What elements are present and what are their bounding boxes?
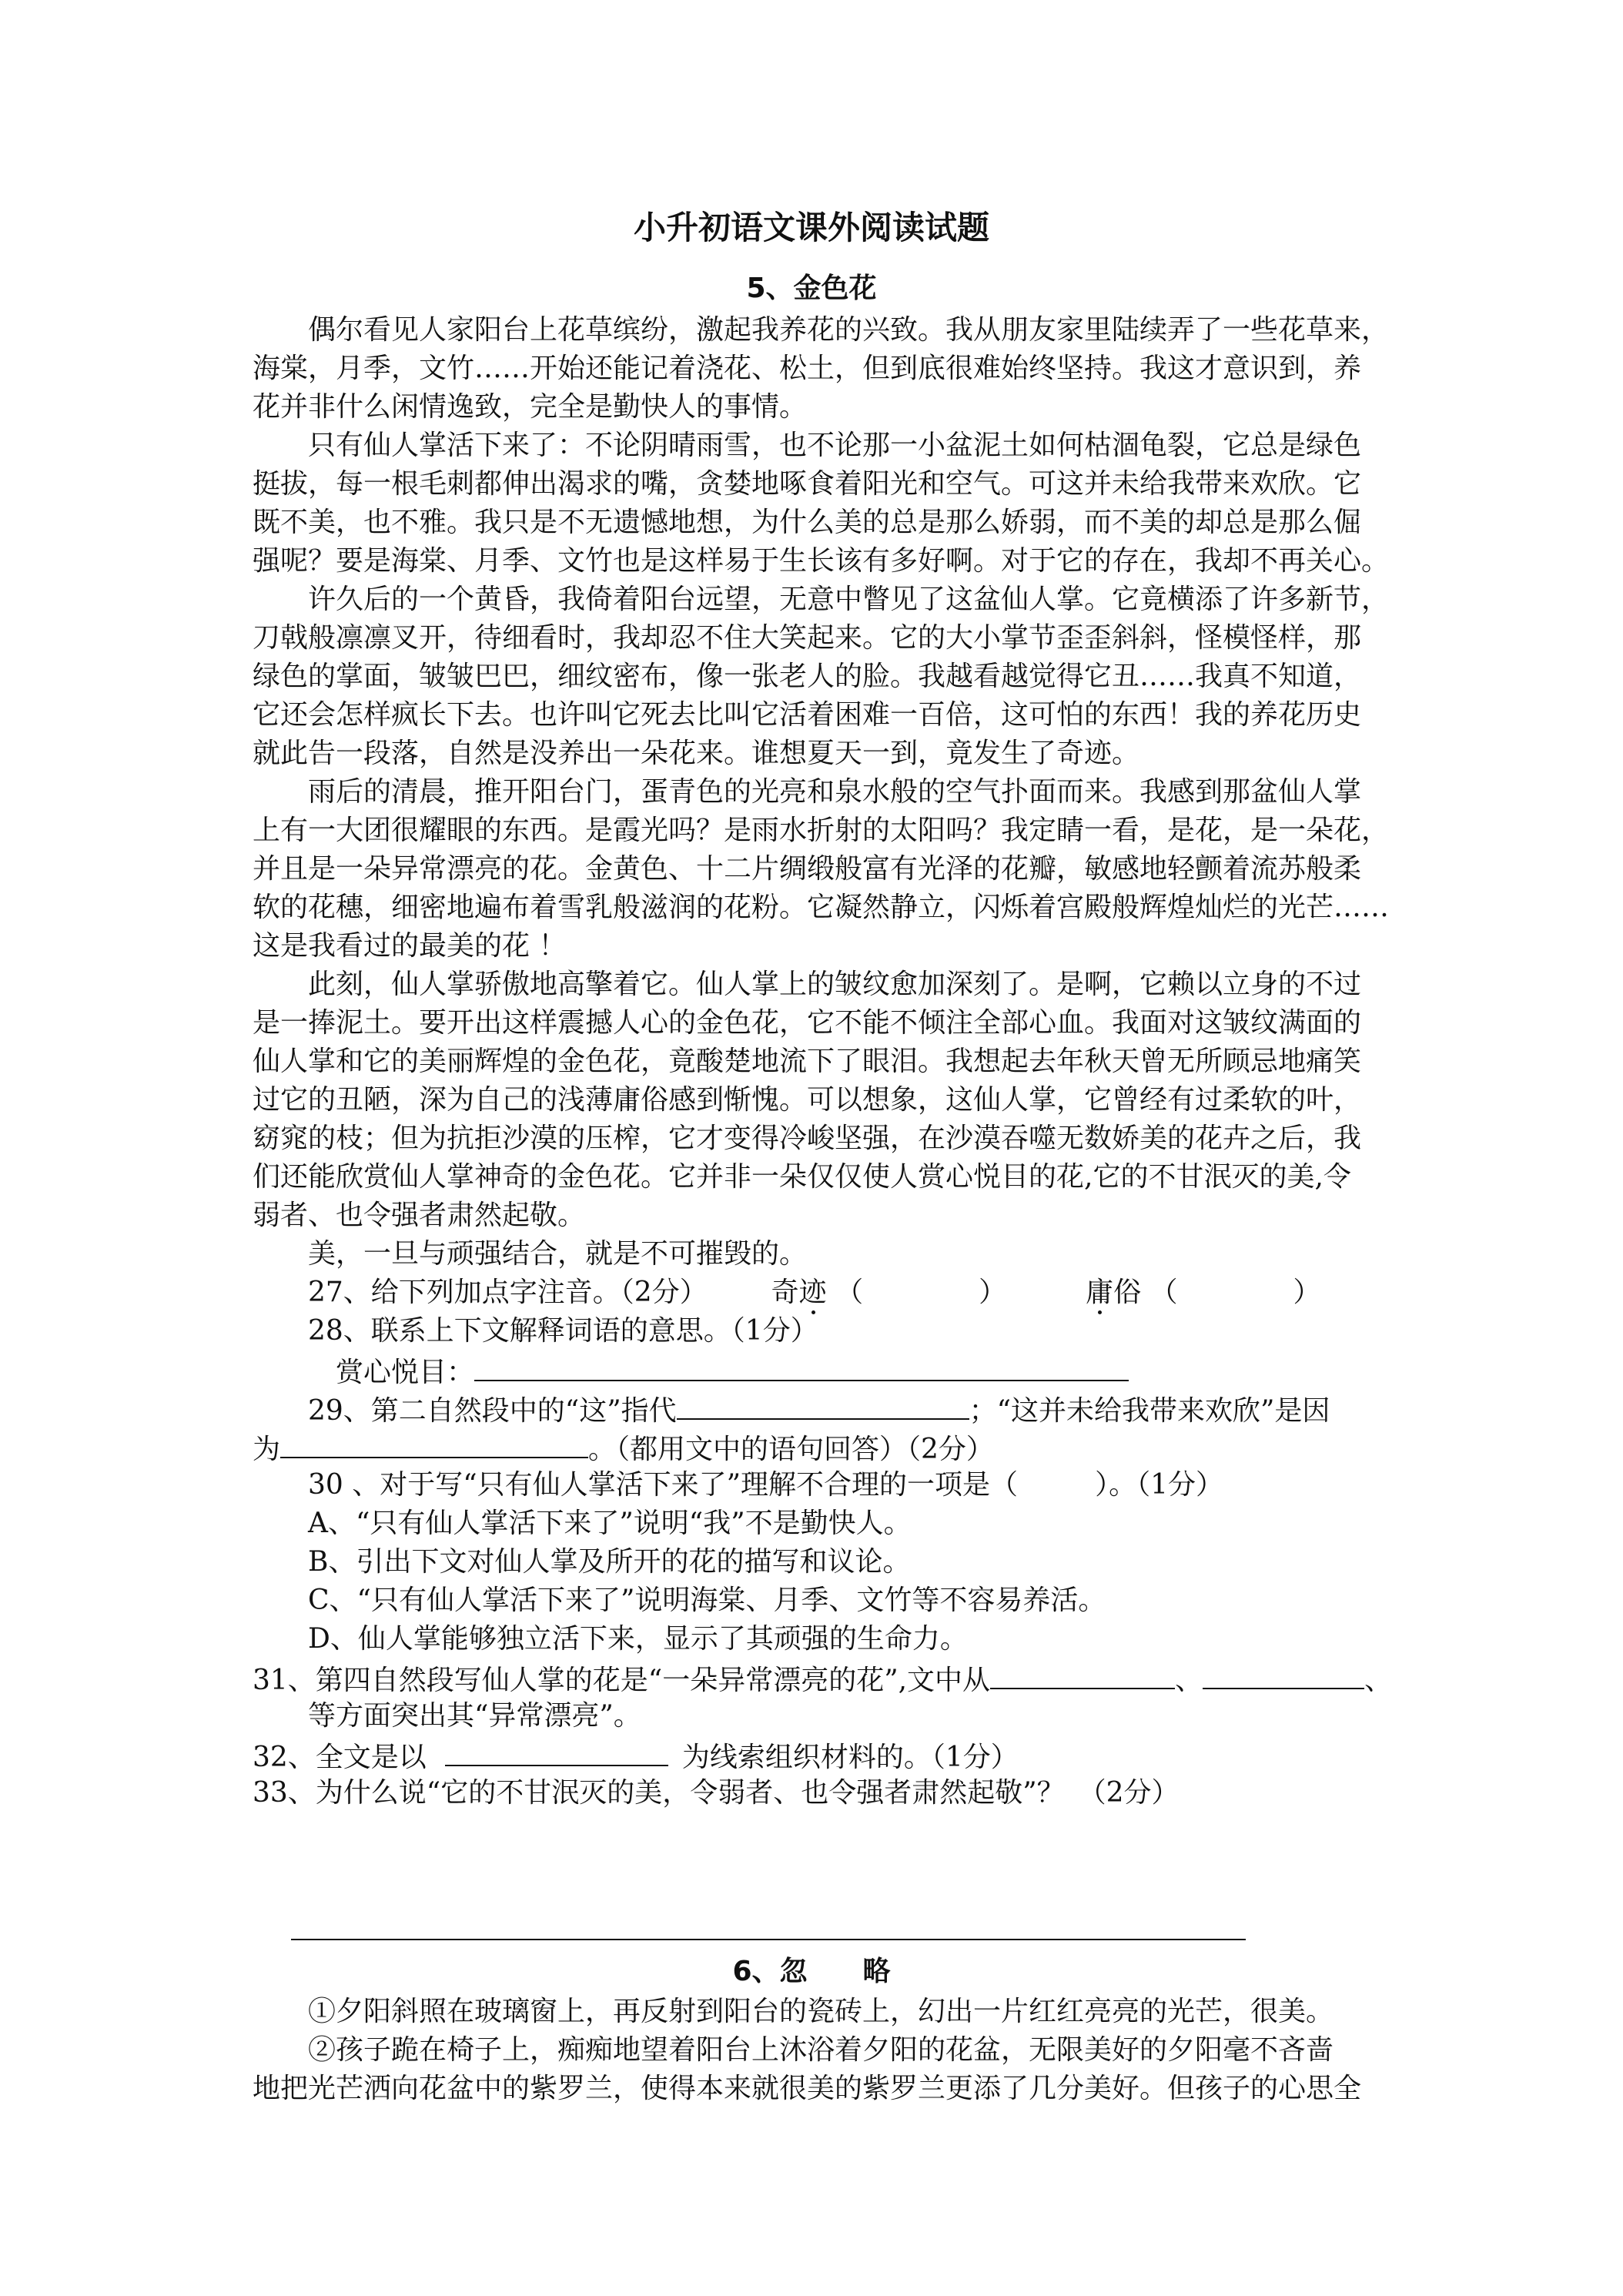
p6-line: 美，一旦与顽强结合，就是不可摧毁的。 [308,1238,808,1270]
q31-blank-1[interactable] [990,1660,1175,1689]
p3-line-5: 就此告一段落，自然是没养出一朵花来。谁想夏天一到，竟发生了奇迹。 [253,738,1140,769]
section-6-title: 6、忽 略 [732,1956,891,1987]
question-27: 27、给下列加点字注音。（2分） 奇迹 （ ） 庸俗 （ ） [308,1277,1321,1308]
q28-blank[interactable] [474,1352,1129,1381]
p5-line-2: 是一捧泥土。要开出这样震撼人心的金色花，它不能不倾注全部心血。我面对这皱纹满面的 [253,1007,1362,1039]
p4-line-2: 上有一大团很耀眼的东西。是霞光吗？是雨水折射的太阳吗？我定睛一看，是花，是一朵花， [253,815,1390,846]
p5-line-1: 此刻，仙人掌骄傲地高擎着它。仙人掌上的皱纹愈加深刻了。是啊，它赖以立身的不过 [308,969,1362,1000]
question-29-line-2: 为 。（都用文中的语句回答）（2分） [253,1429,994,1468]
p5-line-6: 们还能欣赏仙人掌神奇的金色花。它并非一朵仅仅使人赏心悦目的花,它的不甘泯灭的美,令 [253,1161,1351,1193]
q27-word-2: 庸俗 [1086,1277,1142,1308]
question-31-line-2: 等方面突出其“异常漂亮”。 [308,1700,641,1732]
p5-line-4: 过它的丑陋，深为自己的浅薄庸俗感到惭愧。可以想象，这仙人掌，它曾经有过柔软的叶， [253,1084,1362,1116]
p5-line-3: 仙人掌和它的美丽辉煌的金色花，竟酸楚地流下了眼泪。我想起去年秋天曾无所顾忌地痛笑 [253,1046,1362,1077]
s6-p1-line: ①夕阳斜照在玻璃窗上，再反射到阳台的瓷砖上，幻出一片红红亮亮的光芒，很美。 [308,1996,1334,2027]
q30-option-a: A、“只有仙人掌活下来了”说明“我”不是勤快人。 [308,1508,912,1539]
emphasis-dot: 庸 [1086,1277,1114,1308]
s6-p2-line-2: 地把光芒洒向花盆中的紫罗兰，使得本来就很美的紫罗兰更添了几分美好。但孩子的心思全 [253,2073,1362,2104]
page-title: 小升初语文课外阅读试题 [633,209,989,246]
q30-option-b: B、引出下文对仙人掌及所开的花的描写和议论。 [308,1546,911,1578]
section-divider [291,1939,1246,1940]
p1-line-2: 海棠，月季，文竹……开始还能记着浇花、松土，但到底很难始终坚持。我这才意识到，养 [253,353,1362,384]
p3-line-2: 刀戟般凛凛叉开，待细看时，我却忍不住大笑起来。它的大小掌节歪歪斜斜，怪模怪样，那 [253,622,1362,654]
p5-line-5: 窈窕的枝；但为抗拒沙漠的压榨，它才变得冷峻坚强，在沙漠吞噬无数娇美的花卉之后，我 [253,1123,1362,1154]
question-33: 33、为什么说“它的不甘泯灭的美，令弱者、也令强者肃然起敬”？ （2分） [253,1777,1180,1809]
q31-blank-2[interactable] [1203,1660,1364,1689]
q28-label: 赏心悦目： [336,1357,475,1388]
p3-line-4: 它还会怎样疯长下去。也许叫它死去比叫它活着困难一百倍，这可怕的东西！我的养花历史 [253,699,1362,731]
p4-line-1: 雨后的清晨，推开阳台门，蛋青色的光亮和泉水般的空气扑面而来。我感到那盆仙人掌 [308,776,1362,808]
question-27-text: 27、给下列加点字注音。（2分） [308,1277,708,1308]
question-29-line-1: 29、第二自然段中的“这”指代 ；“这并未给我带来欢欣”是因 [308,1391,1330,1429]
p3-line-1: 许久后的一个黄昏，我倚着阳台远望，无意中瞥见了这盆仙人掌。它竟横添了许多新节， [308,584,1390,615]
p5-line-7: 弱者、也令强者肃然起敬。 [253,1200,586,1231]
p2-line-1: 只有仙人掌活下来了：不论阴晴雨雪，也不论那一小盆泥土如何枯涸龟裂，它总是绿色 [308,430,1362,461]
question-32: 32、全文是以 为线索组织材料的。（1分） [253,1737,1019,1776]
section-5-title: 5、金色花 [746,273,877,304]
question-31-line-1: 31、第四自然段写仙人掌的花是“一朵异常漂亮的花”,文中从 、 、 [253,1660,1392,1699]
p2-line-3: 既不美，也不雅。我只是不无遗憾地想，为什么美的总是那么娇弱，而不美的却总是那么倔 [253,507,1362,538]
p2-line-2: 挺拔，每一根毛刺都伸出渴求的嘴，贪婪地啄食着阳光和空气。可这并未给我带来欢欣。它 [253,468,1362,500]
question-30: 30 、对于写“只有仙人掌活下来了”理解不合理的一项是（ ）。（1分） [308,1469,1223,1501]
p4-line-5: 这是我看过的最美的花 ！ [253,930,567,962]
q30-option-c: C、“只有仙人掌活下来了”说明海棠、月季、文竹等不容易养活。 [308,1585,1106,1616]
q32-blank[interactable] [445,1737,668,1766]
question-28-answer-line [336,1352,1129,1391]
s6-p2-line-1: ②孩子跪在椅子上，痴痴地望着阳台上沐浴着夕阳的花盆，无限美好的夕阳毫不吝啬 [308,2034,1334,2066]
p1-line-1: 偶尔看见人家阳台上花草缤纷，激起我养花的兴致。我从朋友家里陆续弄了一些花草来， [308,314,1390,346]
p2-line-4: 强呢？要是海棠、月季、文竹也是这样易于生长该有多好啊。对于它的存在，我却不再关心。 [253,545,1390,577]
p3-line-3: 绿色的掌面，皱皱巴巴，细纹密布，像一张老人的脸。我越看越觉得它丑……我真不知道， [253,661,1362,692]
q29-blank-1[interactable] [677,1391,969,1420]
q29-blank-2[interactable] [280,1429,588,1458]
p4-line-3: 并且是一朵异常漂亮的花。金黄色、十二片绸缎般富有光泽的花瓣，敏感地轻颤着流苏般柔 [253,853,1362,885]
emphasis-dot: 迹 [798,1277,827,1308]
q27-word-1: 奇迹 [771,1277,827,1308]
p4-line-4: 软的花穗，细密地遍布着雪乳般滋润的花粉。它凝然静立，闪烁着宫殿般辉煌灿烂的光芒…… [253,892,1390,923]
p1-line-3: 花并非什么闲情逸致，完全是勤快人的事情。 [253,391,808,423]
question-28: 28、联系上下文解释词语的意思。（1分） [308,1315,818,1347]
q30-option-d: D、仙人掌能够独立活下来，显示了其顽强的生命力。 [308,1623,968,1655]
